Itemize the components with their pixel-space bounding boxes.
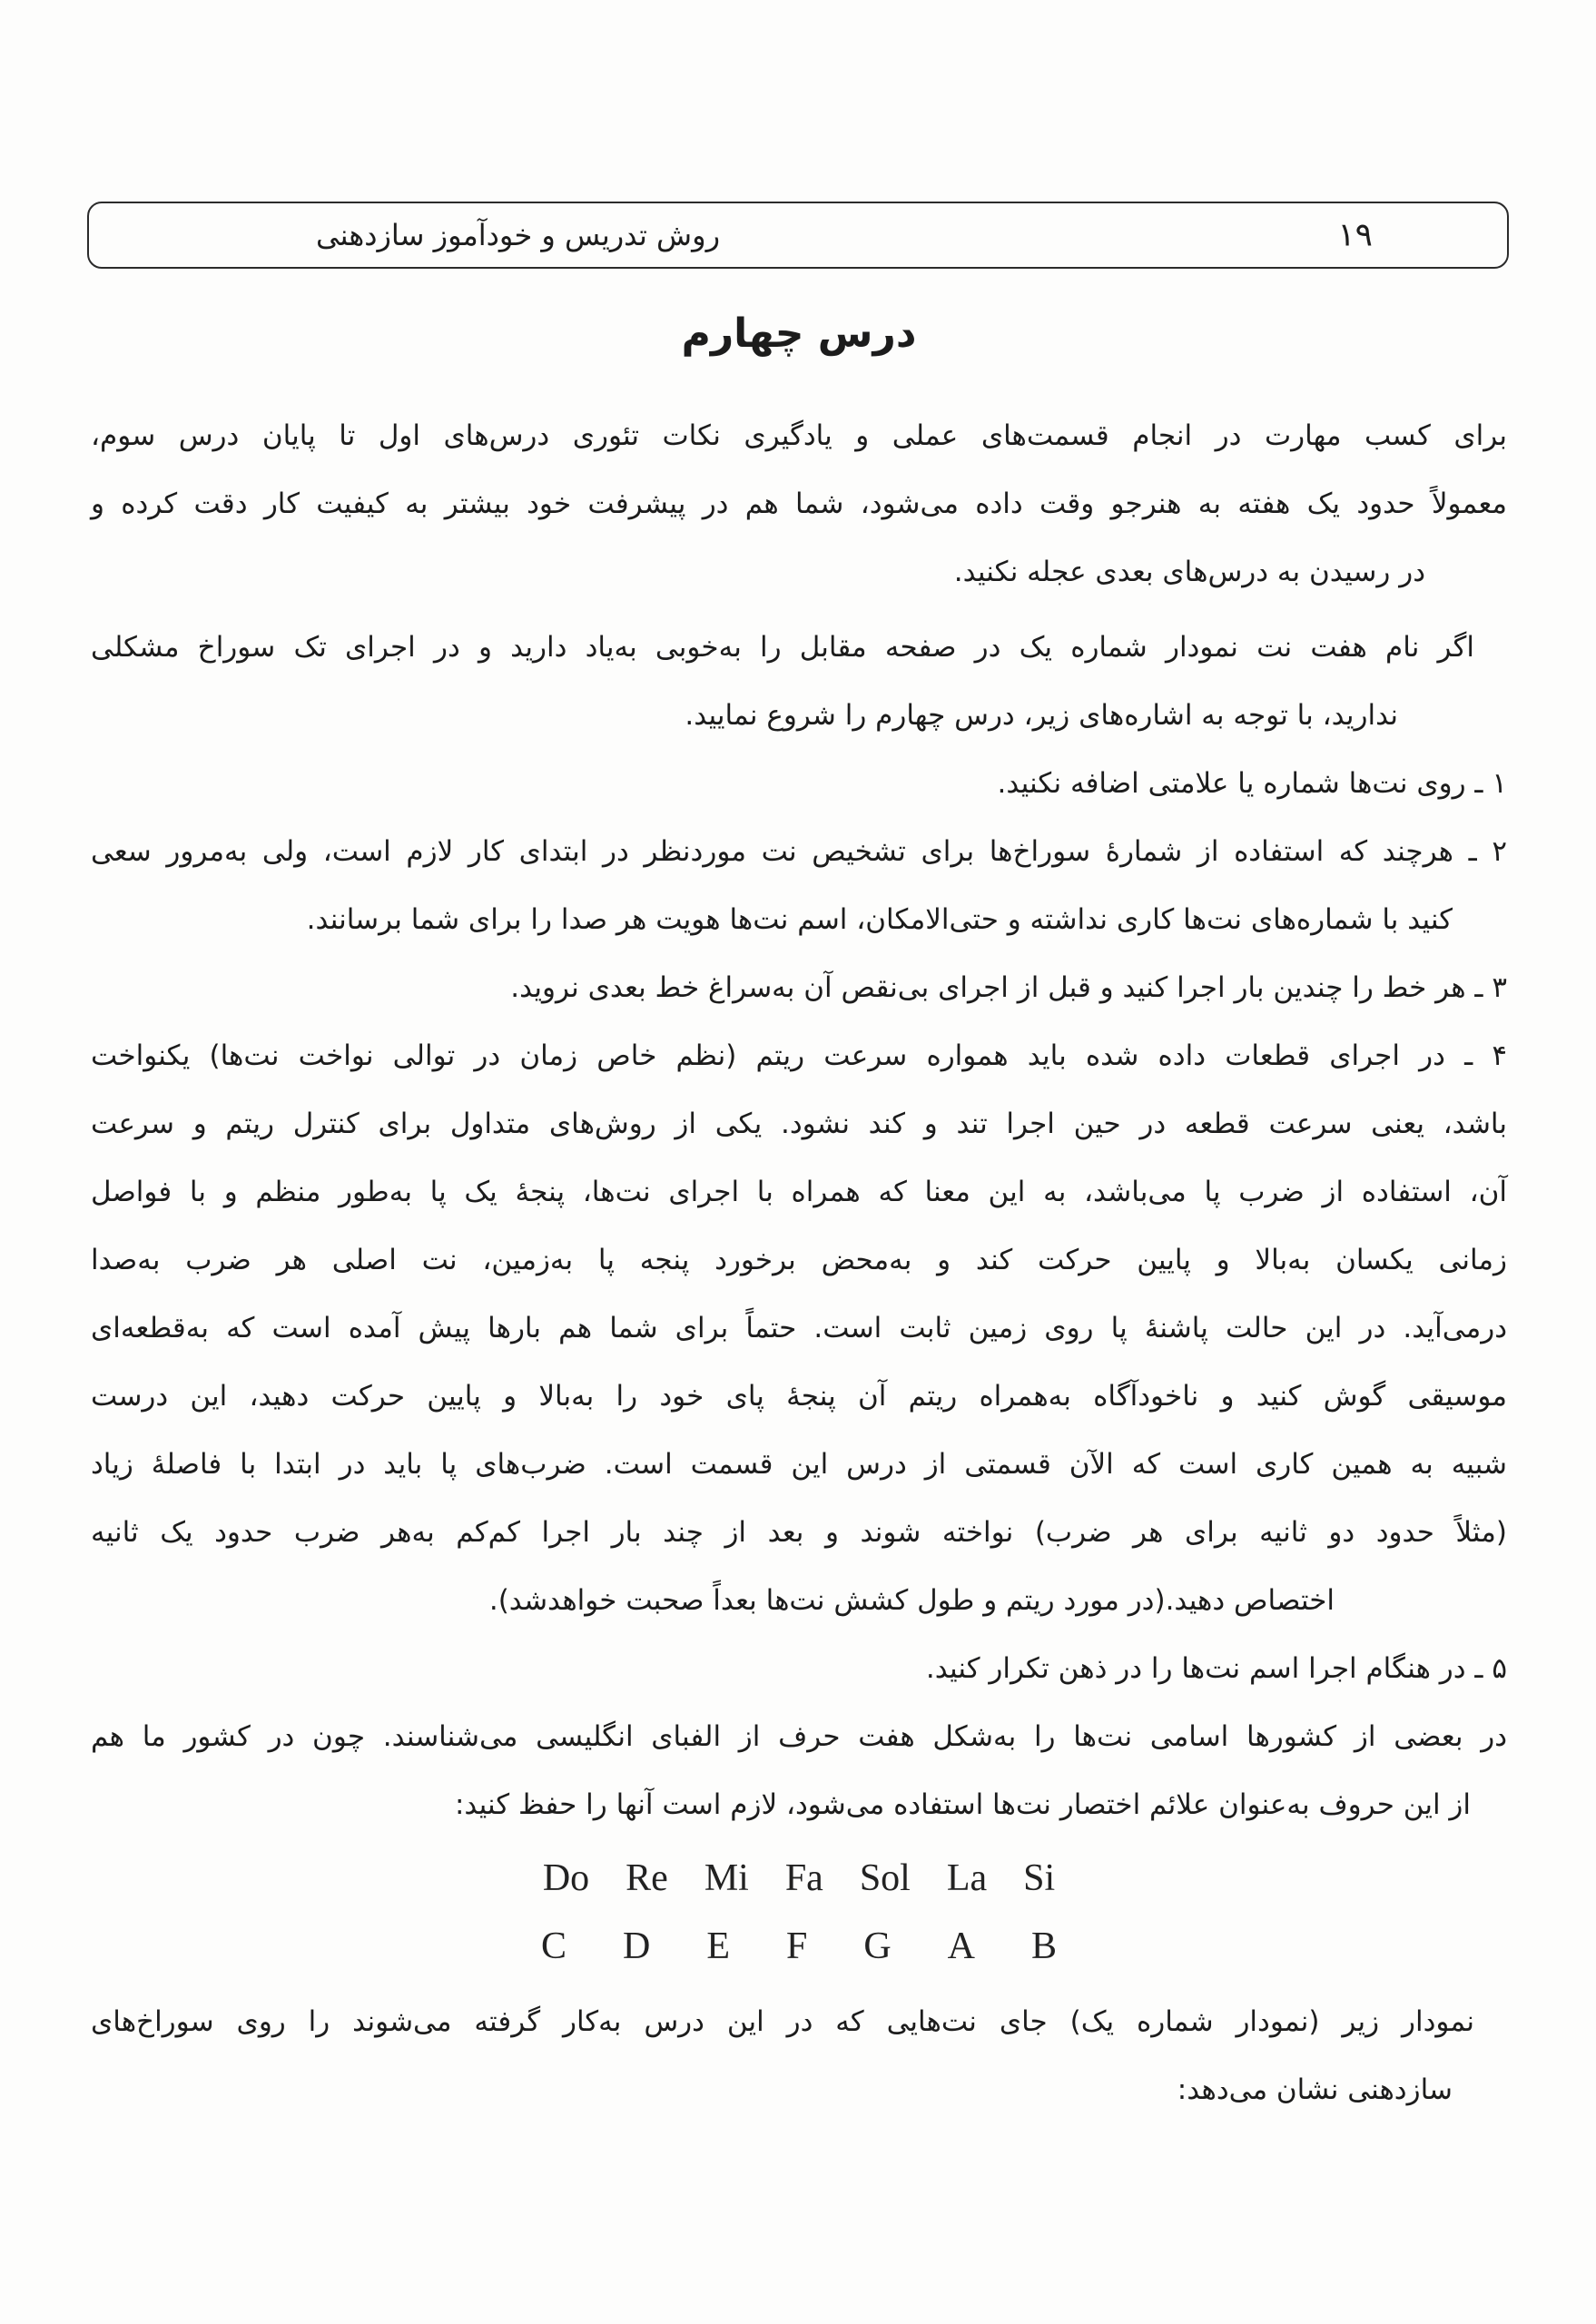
- note-solfege-mi: Mi: [704, 1857, 749, 1899]
- text-line: ۴ ـ در اجرای قطعات داده شده باید همواره سرعت ریتم (نظم خاص زمان در توالی نواخت نت‌ها) یکنواخت: [91, 1039, 1507, 1072]
- text-line: (مثلاً حدود دو ثانیه برای هر ضرب) نواخته شوند و بعد از چند بار اجرا کم‌کم به‌هر ضرب حدود یک ثانیه: [91, 1516, 1507, 1549]
- note-letter-c: C: [540, 1925, 566, 1967]
- paragraph-chart-intro: [91, 1988, 1507, 2124]
- note-solfege-la: La: [946, 1857, 988, 1899]
- note-solfege-fa: Fa: [784, 1857, 823, 1899]
- text-line: سازدهنی نشان می‌دهد:: [1177, 2073, 1453, 2106]
- list-item-5: [91, 1635, 1507, 1703]
- note-letter-f: F: [785, 1925, 808, 1967]
- text-line: ۳ ـ هر خط را چندین بار اجرا کنید و قبل از اجرای بی‌نقص آن به‌سراغ خط بعدی نروید.: [510, 971, 1507, 1004]
- list-item-3: [91, 954, 1507, 1022]
- running-title: روش تدریس و خودآموز سازدهنی: [316, 218, 721, 252]
- text-line: موسیقی گوش کنید و ناخودآگاه به‌همراه ریتم آن پنجهٔ پای خود را به‌بالا و پایین حرکت دهید، این درست: [91, 1380, 1507, 1413]
- list-item-2: [91, 818, 1507, 954]
- text-line: باشد، یعنی سرعت قطعه در حین اجرا تند و کند نشود. یکی از روش‌های متداول برای کنترل ریتم و سرعت: [91, 1108, 1507, 1140]
- running-header-box: [87, 202, 1509, 269]
- text-line: درمی‌آید. در این حالت پاشنهٔ پا روی زمین ثابت است. حتماً برای شما هم بارها پیش آمده است که به‌قطعه‌ای: [91, 1312, 1507, 1344]
- note-letter-e: E: [706, 1925, 730, 1967]
- paragraph-intro: [91, 402, 1507, 606]
- paragraph-countries: [91, 1703, 1507, 1839]
- note-solfege-sol: Sol: [859, 1857, 911, 1899]
- text-line: زمانی یکسان به‌بالا و پایین حرکت کند و به‌محض برخورد پنجه پا به‌زمین، نت اصلی هر ضرب به‌صدا: [91, 1244, 1507, 1276]
- note-letter-b: B: [1031, 1925, 1058, 1967]
- page-number: ۱۹: [1337, 216, 1373, 254]
- lesson-title: درس چهارم: [681, 310, 917, 357]
- text-line: ۵ ـ در هنگام اجرا اسم نت‌ها را در ذهن تکرار کنید.: [925, 1652, 1507, 1685]
- text-line: در بعضی از کشورها اسامی نت‌ها را به‌شکل هفت حرف از الفبای انگلیسی می‌شناسند. چون در کشور ما هم: [91, 1720, 1507, 1753]
- text-line: ندارید، با توجه به اشاره‌های زیر، درس چهارم را شروع نمایید.: [685, 699, 1398, 732]
- page-content: [91, 300, 1507, 2124]
- note-solfege-si: Si: [1023, 1857, 1056, 1899]
- text-line: برای کسب مهارت در انجام قسمت‌های عملی و یادگیری نکات تئوری درس‌های اول تا پایان درس سوم،: [91, 419, 1507, 452]
- text-line: معمولاً حدود یک هفته به هنرجو وقت داده می‌شود، شما هم در پیشرفت خود بیشتر به کیفیت کار دقت کرده و: [91, 487, 1507, 520]
- solfege-names-row: [91, 1845, 1507, 1913]
- text-line: ۲ ـ هرچند که استفاده از شمارهٔ سوراخ‌ها برای تشخیص نت موردنظر در ابتدای کار لازم است، ولی به‌مرور سعی: [91, 835, 1507, 868]
- paragraph-if-ready: [91, 614, 1507, 750]
- text-line: در رسیدن به درس‌های بعدی عجله نکنید.: [953, 556, 1425, 588]
- list-item-1: [91, 750, 1507, 818]
- text-line: آن، استفاده از ضرب پا می‌باشد، به این معنا که همراه با اجرای نت‌ها، پنجهٔ یک پا به‌طور منظم و با فواصل: [91, 1176, 1507, 1208]
- text-line: از این حروف به‌عنوان علائم اختصار نت‌ها استفاده می‌شود، لازم است آنها را حفظ کنید:: [454, 1788, 1471, 1821]
- text-line: اختصاص دهید.(در مورد ریتم و طول کشش نت‌ها بعداً صحبت خواهدشد).: [488, 1584, 1335, 1617]
- list-item-4: [91, 1022, 1507, 1635]
- text-line: کنید با شماره‌های نت‌ها کاری نداشته و حتی‌الامکان، اسم نت‌ها هویت هر صدا را برای شما برسانند.: [306, 903, 1453, 936]
- note-letter-a: A: [947, 1925, 976, 1967]
- text-line: شبیه به همین کاری است که الآن قسمتی از درس این قسمت است. ضرب‌های پا باید در ابتدا با فاصلهٔ زیاد: [91, 1448, 1507, 1481]
- note-letter-d: D: [622, 1925, 651, 1967]
- letter-names-row: [91, 1913, 1507, 1981]
- note-solfege-do: Do: [542, 1857, 590, 1899]
- text-line: ۱ ـ روی نت‌ها شماره یا علامتی اضافه نکنید.: [997, 767, 1507, 800]
- note-letter-g: G: [863, 1925, 892, 1967]
- text-line: اگر نام هفت نت نمودار شماره یک در صفحه مقابل را به‌خوبی به‌یاد دارید و در اجرای تک سوراخ مشکلی: [91, 631, 1474, 664]
- note-solfege-re: Re: [626, 1857, 668, 1899]
- text-line: نمودار زیر (نمودار شماره یک) جای نت‌هایی که در این درس به‌کار گرفته می‌شوند را روی سوراخ‌های: [91, 2005, 1474, 2038]
